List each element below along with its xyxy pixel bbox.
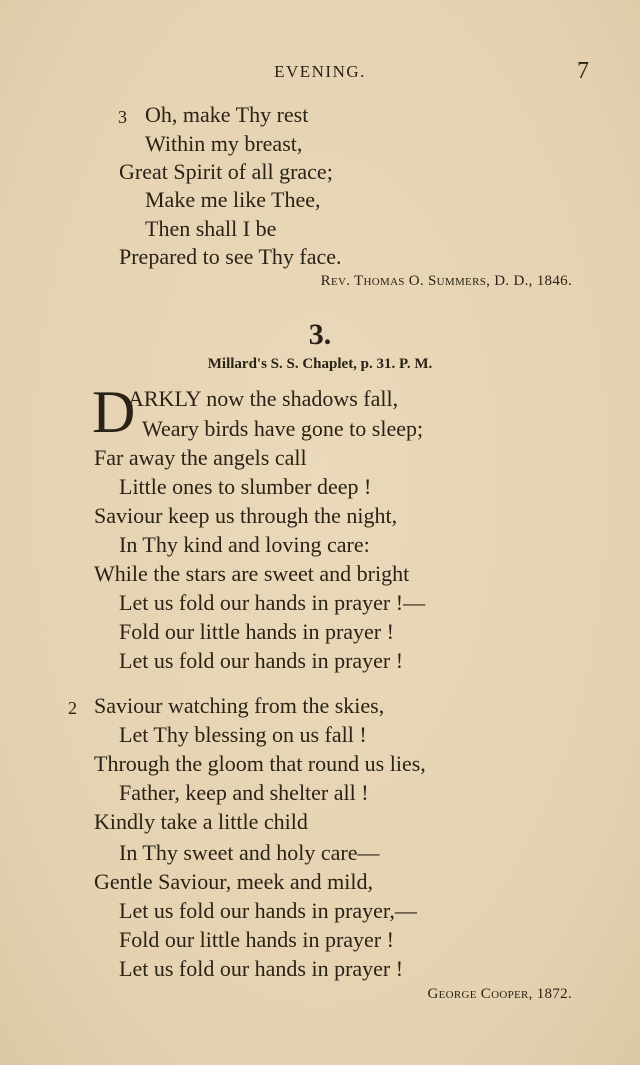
verse-line: Let us fold our hands in prayer !— (119, 590, 426, 615)
verse-line: Saviour keep us through the night, (94, 503, 398, 528)
author-attribution: Rev. Thomas O. Summers, D. D., 1846. (320, 273, 572, 289)
verse-line: Father, keep and shelter all ! (119, 780, 369, 805)
verse-line: Let us fold our hands in prayer,— (119, 898, 417, 923)
verse-line: Let Thy blessing on us fall ! (119, 722, 367, 747)
verse-line: Fold our little hands in prayer ! (119, 619, 394, 644)
verse-line: Kindly take a little child (94, 809, 308, 834)
verse-line: Prepared to see Thy face. (119, 244, 342, 269)
verse-line: Little ones to slumber deep ! (119, 474, 372, 499)
verse-line: Great Spirit of all grace; (119, 159, 333, 184)
verse-line: Let us fold our hands in prayer ! (119, 956, 404, 981)
verse-line: Then shall I be (145, 216, 277, 241)
verse-line: Make me like Thee, (145, 187, 321, 212)
verse-number: 3 (118, 107, 127, 127)
verse-line: Far away the angels call (94, 445, 307, 470)
verse-line: ARKLY now the shadows fall, (128, 386, 399, 411)
verse-line: Fold our little hands in prayer ! (119, 927, 394, 952)
tune-reference: Millard's S. S. Chaplet, p. 31. P. M. (207, 356, 433, 372)
verse-line: Let us fold our hands in prayer ! (119, 648, 404, 673)
verse-number: 2 (68, 698, 77, 718)
running-header: EVENING. (274, 62, 366, 81)
page-number: 7 (577, 58, 589, 84)
author-attribution: George Cooper, 1872. (427, 986, 572, 1002)
verse-line: In Thy sweet and holy care— (119, 840, 380, 865)
drop-cap: D (92, 379, 136, 445)
verse-line: Gentle Saviour, meek and mild, (94, 869, 373, 894)
verse-line: Saviour watching from the skies, (94, 693, 385, 718)
verse-line: Oh, make Thy rest (145, 102, 309, 127)
hymn-number: 3. (308, 318, 332, 351)
verse-line: Weary birds have gone to sleep; (142, 416, 424, 441)
verse-line: Through the gloom that round us lies, (94, 751, 426, 776)
verse-line: In Thy kind and loving care: (119, 532, 370, 557)
verse-line: Within my breast, (145, 131, 303, 156)
verse-line: While the stars are sweet and bright (94, 561, 410, 586)
